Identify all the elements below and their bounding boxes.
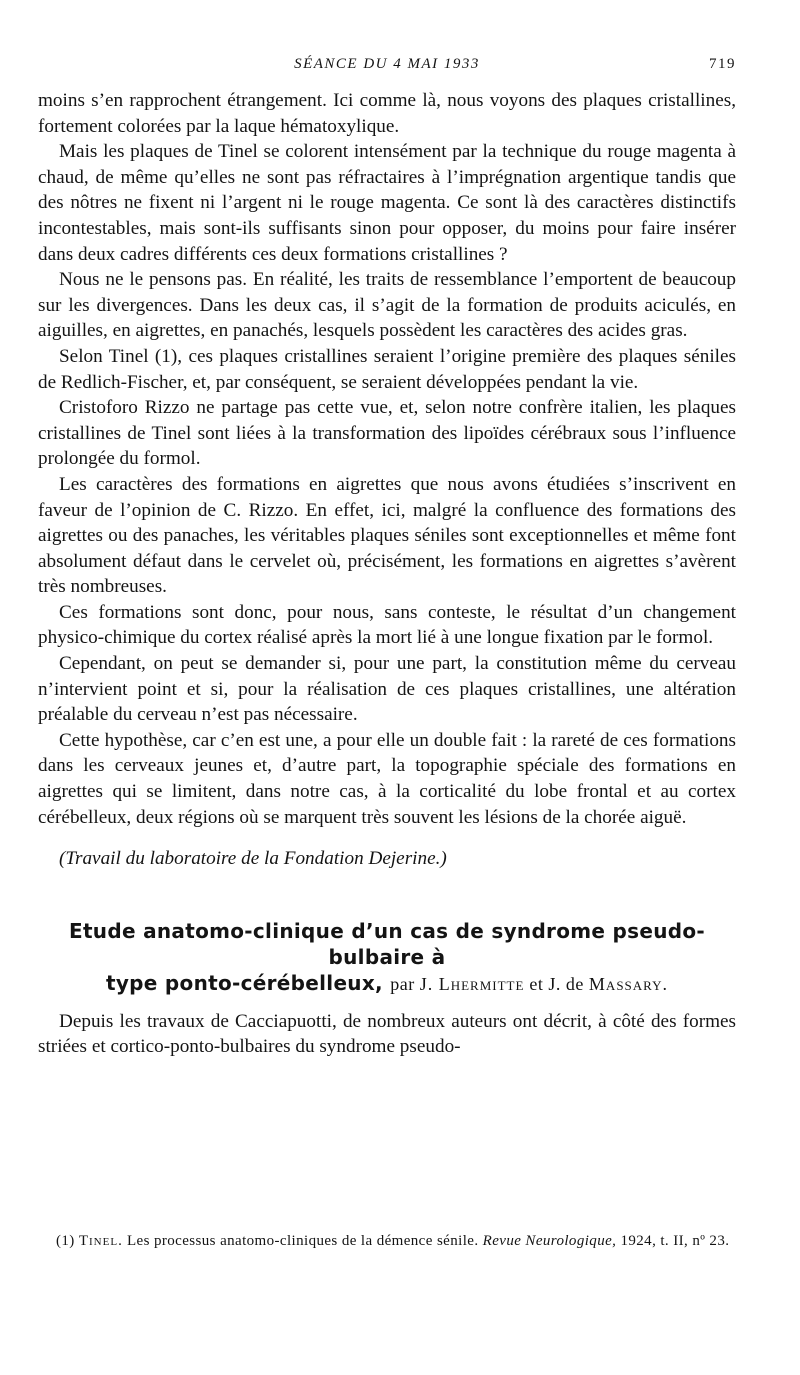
section-authors bbox=[390, 974, 668, 994]
page-header bbox=[38, 56, 736, 80]
paragraph-8: Cependant, on peut se demander si, pour une part, la constitution même du cerveau n’intervient point et si, pour la réalisation de ces plaques cristallines, une altération préalable du cerveau n’est pas nécessaire. bbox=[38, 653, 736, 726]
footnote-marker: (1) bbox=[56, 1233, 75, 1249]
paragraph-2: Mais les plaques de Tinel se colorent intensément par la technique du rouge magenta à chaud, de même qu’elles ne sont pas réfractaires à l’imprégnation argentique tandis que des nôtres ne fixent ni l’argent ni le rouge magenta. Ce sont là des caractères distinctifs incontestables, mais sont-ils suffisants sinon pour opposer, du moins pour faire insérer dans deux cadres différents ces deux formations cristallines ? bbox=[38, 141, 736, 265]
article-body bbox=[38, 88, 736, 1060]
footnote-text: Les processus anatomo-cliniques de la démence sénile. bbox=[126, 1233, 479, 1249]
paragraph-3: Nous ne le pensons pas. En réalité, les traits de ressemblance l’emportent de beaucoup sur les divergences. Dans les deux cas, il s’agit de la formation de produits aciculés, en aiguilles, en aigrettes, en panachés, lesquels possèdent les caractères des acides gras. bbox=[38, 269, 736, 342]
footnote-author: Tinel. bbox=[78, 1233, 123, 1249]
authors-and: et bbox=[529, 973, 544, 994]
footnote-journal: Revue Neurologique, bbox=[482, 1233, 617, 1249]
section-paragraph-1: Depuis les travaux de Cacciapuotti, de nombreux auteurs ont décrit, à côté des formes striées et cortico-ponto-bulbaires du syndrome pseudo- bbox=[38, 1010, 736, 1058]
section-title-line-2-text: type ponto-cérébelleux, bbox=[105, 970, 383, 995]
author-1: J. Lhermitte bbox=[419, 973, 525, 994]
paragraph-7: Ces formations sont donc, pour nous, sans conteste, le résultat d’un changement physico-chimique du cortex réalisé après la mort lié à une longue fixation par le formol. bbox=[38, 601, 736, 649]
running-head: SÉANCE DU 4 MAI 1933 bbox=[294, 56, 480, 72]
paragraph-9: Cette hypothèse, car c’en est une, a pour elle un double fait : la rareté de ces formations dans les cerveaux jeunes et, d’autre part, la topographie spéciale des formations en aigrettes qui se limitent, dans notre cas, à la corticalité du lobe frontal et au cortex cérébelleux, deux régions où se marquent très souvent les lésions de la chorée aiguë. bbox=[38, 729, 736, 828]
laboratory-credit: (Travail du laboratoire de la Fondation Dejerine.) bbox=[59, 848, 447, 870]
author-2-name: Massary. bbox=[588, 973, 669, 994]
paragraph-5: Cristoforo Rizzo ne partage pas cette vue, et, selon notre confrère italien, les plaques cristallines de Tinel sont liées à la transformation des lipoïdes cérébraux sous l’influence prolongée du formol. bbox=[38, 397, 736, 470]
authors-by: par bbox=[390, 973, 415, 994]
page-number: 719 bbox=[709, 56, 736, 72]
footnote bbox=[38, 1232, 736, 1251]
paragraph-4: Selon Tinel (1), ces plaques cristallines seraient l’origine première des plaques séniles de Redlich-Fischer, et, par conséquent, se seraient développées pendant la vie. bbox=[38, 345, 736, 393]
author-2-prefix: J. de bbox=[548, 973, 584, 994]
section-title bbox=[38, 918, 736, 997]
section-title-line-1: Etude anatomo-clinique d’un cas de syndrome pseudo-bulbaire à bbox=[68, 918, 706, 969]
paragraph-1: moins s’en rapprochent étrangement. Ici comme là, nous voyons des plaques cristallines, fortement colorées par la laque hématoxylique. bbox=[38, 90, 736, 137]
paragraph-6: Les caractères des formations en aigrettes que nous avons étudiées s’inscrivent en faveur de l’opinion de C. Rizzo. En effet, ici, malgré la confluence des formations des aigrettes ou des panaches, les véritables plaques séniles sont exceptionnelles et même font absolument défaut dans le cervelet où, précisément, les formations en aigrettes s’avèrent très nombreuses. bbox=[38, 473, 736, 598]
footnote-ref: 1924, t. II, nº 23. bbox=[620, 1233, 730, 1249]
section-title-line-2 bbox=[38, 970, 736, 997]
